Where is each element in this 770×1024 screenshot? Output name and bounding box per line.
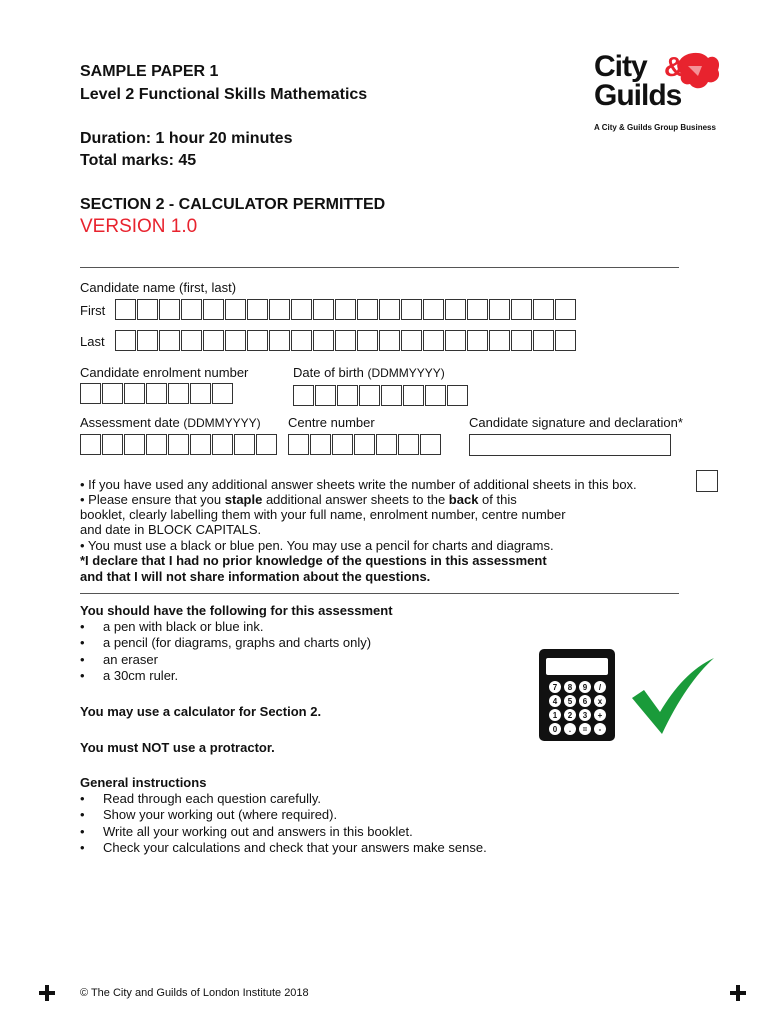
list-item: • Write all your working out and answers in this booklet. [80, 824, 487, 840]
enrolment-boxes[interactable] [80, 383, 234, 404]
section-title: SECTION 2 - CALCULATOR PERMITTED [80, 196, 386, 213]
general-list [80, 791, 487, 856]
note-block-capitals: and date in BLOCK CAPITALS. [80, 522, 262, 537]
list-item: • an eraser [80, 652, 371, 668]
note-staple-d: back [448, 492, 479, 507]
assessment-date-text: Assessment date [80, 415, 180, 430]
plus-mark-icon [39, 985, 55, 1001]
calculator-key: 7 [549, 681, 561, 693]
calculator-key: 2 [564, 709, 576, 721]
calculator-key: 5 [564, 695, 576, 707]
note-staple-e: of this [478, 492, 517, 507]
calculator-permitted: You may use a calculator for Section 2. [80, 704, 322, 719]
first-name-boxes[interactable] [115, 299, 577, 320]
note-staple-b: staple [224, 492, 263, 507]
list-item: • Read through each question carefully. [80, 791, 487, 807]
dob-label [293, 365, 445, 380]
logo-ampersand: & [664, 51, 685, 82]
candidate-name-label: Candidate name (first, last) [80, 280, 237, 295]
checkmark-icon [630, 658, 716, 736]
version-label: VERSION 1.0 [80, 216, 198, 237]
list-item: • a 30cm ruler. [80, 668, 371, 684]
logo-line2: Guilds [594, 79, 682, 112]
calculator-keypad [549, 681, 607, 737]
calculator-key: 3 [579, 709, 591, 721]
calculator-display [546, 658, 608, 675]
note-staple-a: • Please ensure that you [80, 492, 225, 507]
paper-title: SAMPLE PAPER 1 [80, 63, 219, 80]
calculator-key: 4 [549, 695, 561, 707]
qualification-title: Level 2 Functional Skills Mathematics [80, 86, 368, 103]
calculator-key: 0 [549, 723, 561, 735]
calculator-key: 8 [564, 681, 576, 693]
copyright: © The City and Guilds of London Institute 2018 [80, 987, 309, 999]
note-labelling: booklet, clearly labelling them with your full name, enrolment number, centre number [80, 507, 566, 522]
duration: Duration: 1 hour 20 minutes [80, 130, 293, 147]
dob-boxes[interactable] [293, 385, 469, 406]
signature-box[interactable] [469, 434, 671, 456]
total-marks: Total marks: 45 [80, 152, 197, 169]
calculator-key: = [579, 723, 591, 735]
dob-label-text: Date of birth [293, 365, 364, 380]
calculator-key: 6 [579, 695, 591, 707]
note-staple [80, 492, 517, 507]
calculator-key: 1 [549, 709, 561, 721]
last-name-label: Last [80, 334, 105, 349]
divider [80, 267, 679, 268]
calculator-key: . [564, 723, 576, 735]
note-pen: • You must use a black or blue pen. You may use a pencil for charts and diagrams. [80, 538, 554, 553]
assessment-date-label [80, 415, 261, 430]
list-item: • a pen with black or blue ink. [80, 619, 371, 635]
calculator-icon [539, 649, 615, 741]
first-name-label: First [80, 303, 106, 318]
equipment-list [80, 619, 371, 684]
plus-mark-icon [730, 985, 746, 1001]
last-name-boxes[interactable] [115, 330, 577, 351]
calculator-key: x [594, 695, 606, 707]
assessment-date-boxes[interactable] [80, 434, 278, 455]
declaration-line1: *I declare that I had no prior knowledge of the questions in this assessment [80, 553, 547, 568]
logo-tagline: A City & Guilds Group Business [594, 123, 716, 132]
list-item: • a pencil (for diagrams, graphs and charts only) [80, 635, 371, 651]
logo-line1: City [594, 50, 647, 83]
list-item: • Check your calculations and check that your answers make sense. [80, 840, 487, 856]
additional-sheets-box[interactable] [696, 470, 718, 492]
dob-format: (DDMMYYYY) [367, 366, 445, 380]
assessment-date-format: (DDMMYYYY) [183, 416, 261, 430]
calculator-key: 9 [579, 681, 591, 693]
signature-label: Candidate signature and declaration* [469, 415, 683, 430]
declaration-line2: and that I will not share information about the questions. [80, 569, 431, 584]
calculator-key: - [594, 723, 606, 735]
note-additional-sheets: • If you have used any additional answer sheets write the number of additional sheets in this box. [80, 477, 637, 492]
equipment-heading: You should have the following for this assessment [80, 603, 393, 618]
calculator-key: / [594, 681, 606, 693]
city-guilds-logo [590, 48, 725, 138]
list-item: • Show your working out (where required). [80, 807, 487, 823]
general-heading: General instructions [80, 775, 207, 790]
divider [80, 593, 679, 594]
centre-number-boxes[interactable] [288, 434, 442, 455]
centre-number-label: Centre number [288, 415, 375, 430]
calculator-key: + [594, 709, 606, 721]
protractor-not-permitted: You must NOT use a protractor. [80, 740, 275, 755]
note-staple-c: additional answer sheets to the [262, 492, 449, 507]
enrolment-label: Candidate enrolment number [80, 365, 249, 380]
